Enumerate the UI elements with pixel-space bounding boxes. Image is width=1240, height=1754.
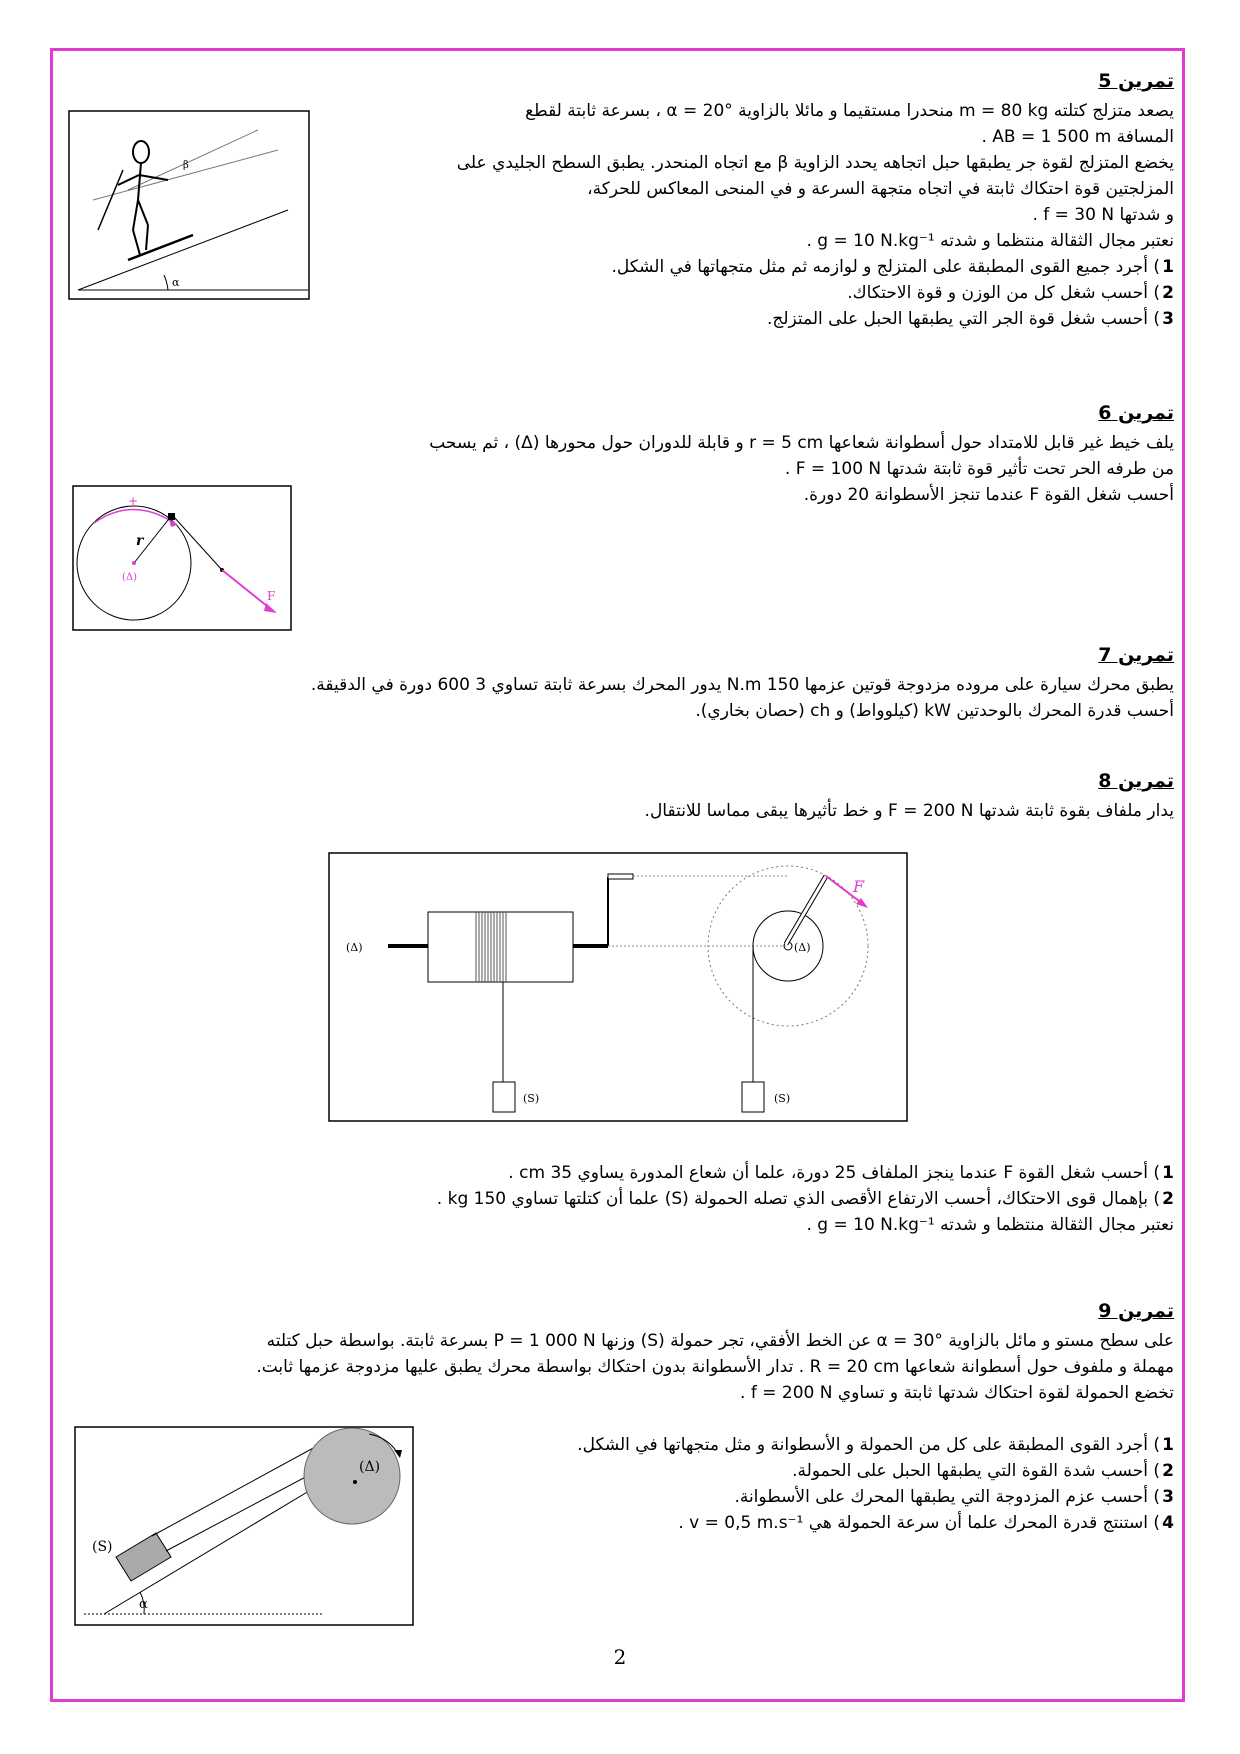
exercise-6-title: تمرين 6 [1098,402,1174,424]
incline-figure [74,1426,414,1626]
ex5-line: نعتبر مجال الثقالة منتظما و شدته g = 10 N.kg⁻¹ . [806,231,1174,251]
ex9-question-1: 1) أجرد القوى المطبقة على كل من الحمولة و الأسطوانة و مثل متجهاتها في الشكل. [577,1435,1174,1455]
ex5-question-2: 2) أحسب شغل كل من الوزن و قوة الاحتكاك. [847,283,1174,303]
ex8-question-1: 1) أحسب شغل القوة F عندما ينجز الملفاف 25 دورة، علما أن شعاع المدورة يساوي 35 cm . [508,1163,1174,1183]
exercise-9-title: تمرين 9 [1098,1300,1174,1322]
drum-axis-label: (Δ) [794,941,811,954]
ex8-gravity: نعتبر مجال الثقالة منتظما و شدته g = 10 N.kg⁻¹ . [806,1215,1174,1235]
ex5-question-1: 1) أجرد جميع القوى المطبقة على المتزلج و لوازمه ثم مثل متجهاتها في الشكل. [611,257,1174,277]
ex9-line: مهملة و ملفوف حول أسطوانة شعاعها R = 20 cm . تدار الأسطوانة بدون احتكاك بواسطة محرك يطبق عليها مزدوجة عزمها ثابت. [256,1357,1174,1377]
cylinder-figure [72,485,292,631]
alpha-label: α [172,276,180,289]
exercise-7 [60,642,1174,724]
ex7-line: يطبق محرك سيارة على مروده مزدوجة قوتين عزمها 150 N.m يدور المحرك بسرعة ثابتة تساوي 3 600 دورة في الدقيقة. [310,675,1174,695]
load-label-left: (S) [523,1092,540,1105]
ex5-line: و شدتها f = 30 N . [1032,205,1174,225]
winch-figure [328,852,908,1122]
exercise-8 [60,768,1174,824]
ex5-line: يصعد متزلج كتلته m = 80 kg منحدرا مستقيما و مائلا بالزاوية α = 20° ، بسرعة ثابتة لقطع [525,101,1174,121]
ex9-question-4: 4) استنتج قدرة المحرك علما أن سرعة الحمولة هي v = 0,5 m.s⁻¹ . [678,1513,1174,1533]
ex6-line: يلف خيط غير قابل للامتداد حول أسطوانة شعاعها r = 5 cm و قابلة للدوران حول محورها (Δ) ، ثم يسحب [429,433,1174,453]
exercise-7-title: تمرين 7 [1098,644,1174,666]
ex7-line: أحسب قدرة المحرك بالوحدتين kW (كيلوواط) و ch (حصان بخاري). [695,701,1174,721]
ex9-question-3: 3) أحسب عزم المزدوجة التي يطبقها المحرك على الأسطوانة. [734,1487,1174,1507]
beta-label: β [183,160,189,171]
exercise-8-title: تمرين 8 [1098,770,1174,792]
load-label-right: (S) [774,1092,791,1105]
ex6-line: من طرفه الحر تحت تأثير قوة ثابتة شدتها F = 100 N . [784,459,1174,479]
radius-label: r [136,533,144,549]
ex5-line: يخضع المتزلج لقوة جر يطبقها حبل اتجاهه يحدد الزاوية β مع اتجاه المنحدر. يطبق السطح الجليدي على [456,153,1174,173]
page-number: 2 [613,1645,627,1669]
ex9-question-2: 2) أحسب شدة القوة التي يطبقها الحبل على الحمولة. [792,1461,1174,1481]
ex6-line: أحسب شغل القوة F عندما تنجز الأسطوانة 20 دورة. [803,485,1174,505]
ex5-line: المزلجتين قوة احتكاك ثابتة في اتجاه متجهة السرعة و في المنحى المعاكس للحركة، [587,179,1174,199]
ex5-line: المسافة AB = 1 500 m . [981,127,1174,147]
ex5-question-3: 3) أحسب شغل قوة الجر التي يطبقها الحبل على المتزلج. [766,309,1174,329]
ex9-line: على سطح مستو و مائل بالزاوية α = 30° عن الخط الأفقي، تجر حمولة (S) وزنها P = 1 000 N بسرعة ثابتة. بواسطة حبل كتلته [266,1331,1174,1351]
incline-load-label: (S) [92,1539,113,1555]
exercise-8-questions [60,1160,1174,1238]
exercise-9 [60,1298,1174,1406]
ex9-line: تخضع الحمولة لقوة احتكاك شدتها ثابتة و تساوي f = 200 N . [740,1383,1174,1403]
exercise-9-questions [430,1432,1174,1536]
incline-axis-label: (Δ) [359,1459,381,1475]
plus-label: + [128,494,139,508]
ex8-question-2: 2) بإهمال قوى الاحتكاك، أحسب الارتفاع الأقصى الذي تصله الحمولة (S) علما أن كتلتها تساوي 150 kg . [436,1189,1174,1209]
ex8-line: يدار ملفاف بقوة ثابتة شدتها F = 200 N و خط تأثيرها يبقى مماسا للانتقال. [644,801,1174,821]
incline-alpha-label: α [139,1597,148,1612]
winch-axis-label: (Δ) [346,941,363,954]
skier-figure [68,110,310,300]
axis-label: (Δ) [122,572,138,583]
winch-force-label: F [853,877,865,896]
force-label: F [267,589,276,603]
exercise-5-title: تمرين 5 [1098,70,1174,92]
